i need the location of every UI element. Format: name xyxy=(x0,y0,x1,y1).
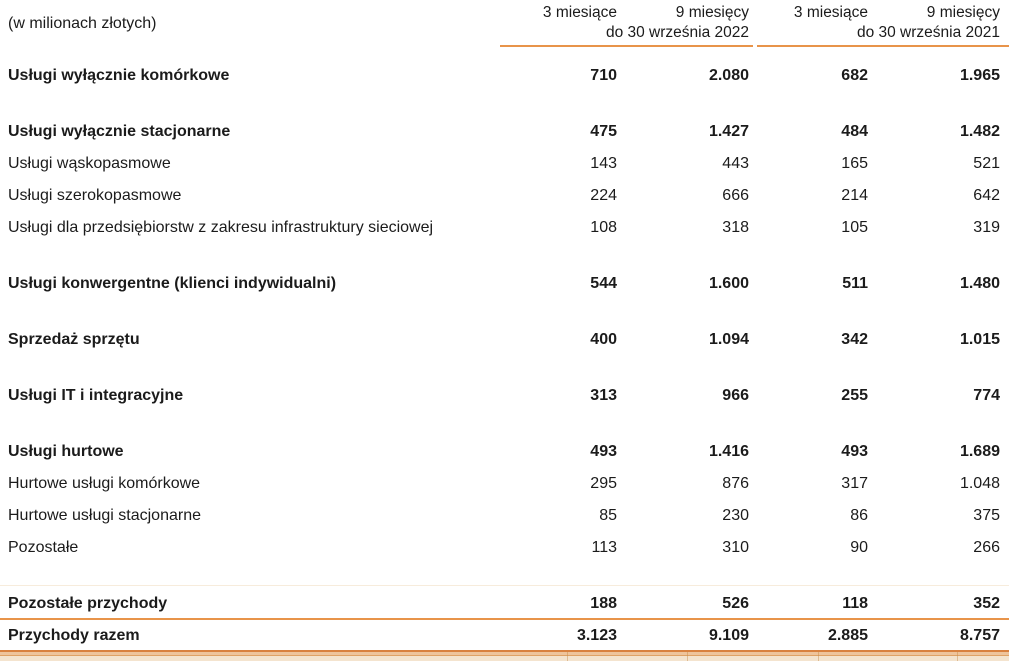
band-cell-divider xyxy=(567,652,568,661)
cell-value: 526 xyxy=(722,595,749,612)
row-label: Hurtowe usługi stacjonarne xyxy=(8,507,201,524)
row-label: Usługi wyłącznie stacjonarne xyxy=(8,123,231,140)
cell-value: 352 xyxy=(973,595,1000,612)
cell-value: 1.689 xyxy=(959,443,1000,460)
cell-value: 108 xyxy=(590,219,617,236)
row-label: Usługi szerokopasmowe xyxy=(8,187,182,204)
table-header xyxy=(0,0,1009,47)
cell-value: 1.015 xyxy=(959,331,1000,348)
cell-value: 230 xyxy=(722,507,749,524)
row-label: Usługi wyłącznie komórkowe xyxy=(8,67,230,84)
period-header-2022: do 30 września 2022 xyxy=(605,24,749,41)
cell-value: 8.757 xyxy=(959,627,1000,644)
cell-value: 521 xyxy=(973,155,1000,172)
row-label: Usługi IT i integracyjne xyxy=(8,387,184,404)
table-row xyxy=(0,60,1009,92)
cell-value: 484 xyxy=(841,123,868,140)
column-headers xyxy=(500,0,1009,47)
cell-value: 342 xyxy=(841,331,868,348)
table-row xyxy=(0,468,1009,500)
cell-value: 266 xyxy=(973,539,1000,556)
cell-value: 774 xyxy=(973,387,1000,404)
table-row xyxy=(0,180,1009,212)
row-label: Pozostałe przychody xyxy=(8,595,168,612)
cell-value: 214 xyxy=(841,187,868,204)
col-header-9m-2022: 9 miesięcy xyxy=(675,4,749,21)
table-row xyxy=(0,212,1009,244)
cell-value: 642 xyxy=(973,187,1000,204)
row-label: Usługi hurtowe xyxy=(8,443,124,460)
cell-value: 511 xyxy=(842,275,868,292)
cell-value: 318 xyxy=(722,219,749,236)
table-row xyxy=(0,532,1009,564)
cell-value: 1.048 xyxy=(959,475,1000,492)
cell-value: 2.885 xyxy=(827,627,868,644)
cell-value: 188 xyxy=(590,595,617,612)
row-label: Przychody razem xyxy=(8,627,140,644)
cell-value: 118 xyxy=(842,595,868,612)
cell-value: 313 xyxy=(590,387,617,404)
cell-value: 1.480 xyxy=(959,275,1000,292)
cell-value: 143 xyxy=(590,155,617,172)
row-label: Sprzedaż sprzętu xyxy=(8,331,140,348)
cell-value: 475 xyxy=(590,123,617,140)
table-row xyxy=(0,324,1009,356)
cell-value: 966 xyxy=(722,387,749,404)
cell-value: 400 xyxy=(590,331,617,348)
cell-value: 1.094 xyxy=(708,331,749,348)
cell-value: 255 xyxy=(841,387,868,404)
cell-value: 224 xyxy=(590,187,617,204)
cell-value: 493 xyxy=(590,443,617,460)
col-header-9m-2021: 9 miesięcy xyxy=(926,4,1000,21)
header-underline xyxy=(500,45,1009,47)
cell-value: 1.427 xyxy=(708,123,749,140)
cell-value: 2.080 xyxy=(708,67,749,84)
table-row xyxy=(0,116,1009,148)
band-cell-divider xyxy=(818,652,819,661)
cell-value: 90 xyxy=(850,539,868,556)
row-label: Usługi dla przedsiębiorstw z zakresu infrastruktury sieciowej xyxy=(8,219,434,236)
cell-value: 1.965 xyxy=(959,67,1000,84)
cell-value: 3.123 xyxy=(576,627,617,644)
cell-value: 876 xyxy=(722,475,749,492)
cell-value: 113 xyxy=(591,539,617,556)
col-header-3m-2022: 3 miesiące xyxy=(542,4,617,21)
cell-value: 319 xyxy=(973,219,1000,236)
table-row xyxy=(0,588,1009,620)
row-label: Hurtowe usługi komórkowe xyxy=(8,475,201,492)
cell-value: 493 xyxy=(841,443,868,460)
cell-value: 1.416 xyxy=(708,443,749,460)
cell-value: 710 xyxy=(590,67,617,84)
header-underline-2022 xyxy=(500,45,753,47)
cell-value: 666 xyxy=(722,187,749,204)
cell-value: 86 xyxy=(850,507,868,524)
cell-value: 165 xyxy=(841,155,868,172)
cell-value: 375 xyxy=(973,507,1000,524)
row-label: Pozostałe xyxy=(8,539,79,556)
cell-value: 1.482 xyxy=(959,123,1000,140)
row-label: Usługi wąskopasmowe xyxy=(8,155,171,172)
table-row xyxy=(0,436,1009,468)
cell-value: 317 xyxy=(841,475,868,492)
col-header-3m-2021: 3 miesiące xyxy=(793,4,868,21)
band-cell-divider xyxy=(687,652,688,661)
unit-label: (w milionach złotych) xyxy=(8,14,157,32)
cell-value: 9.109 xyxy=(708,627,749,644)
period-length-header-row xyxy=(500,3,1000,23)
table-row xyxy=(0,148,1009,180)
table-body xyxy=(0,47,1009,620)
cell-value: 105 xyxy=(841,219,868,236)
cell-value: 1.600 xyxy=(708,275,749,292)
cell-value: 544 xyxy=(590,275,617,292)
cell-value: 85 xyxy=(599,507,617,524)
row-label: Usługi konwergentne (klienci indywidualni) xyxy=(8,275,337,292)
band-cell-divider xyxy=(957,652,958,661)
table-row xyxy=(0,500,1009,532)
cell-value: 310 xyxy=(722,539,749,556)
cell-value: 443 xyxy=(722,155,749,172)
period-end-header-row xyxy=(500,23,1000,43)
table-row xyxy=(0,268,1009,300)
cell-value: 682 xyxy=(841,67,868,84)
header-underline-2021 xyxy=(757,45,1009,47)
period-header-2021: do 30 września 2021 xyxy=(856,24,1000,41)
total-row xyxy=(0,620,1009,652)
cell-value: 295 xyxy=(590,475,617,492)
bottom-band xyxy=(0,652,1009,661)
table-row xyxy=(0,380,1009,412)
